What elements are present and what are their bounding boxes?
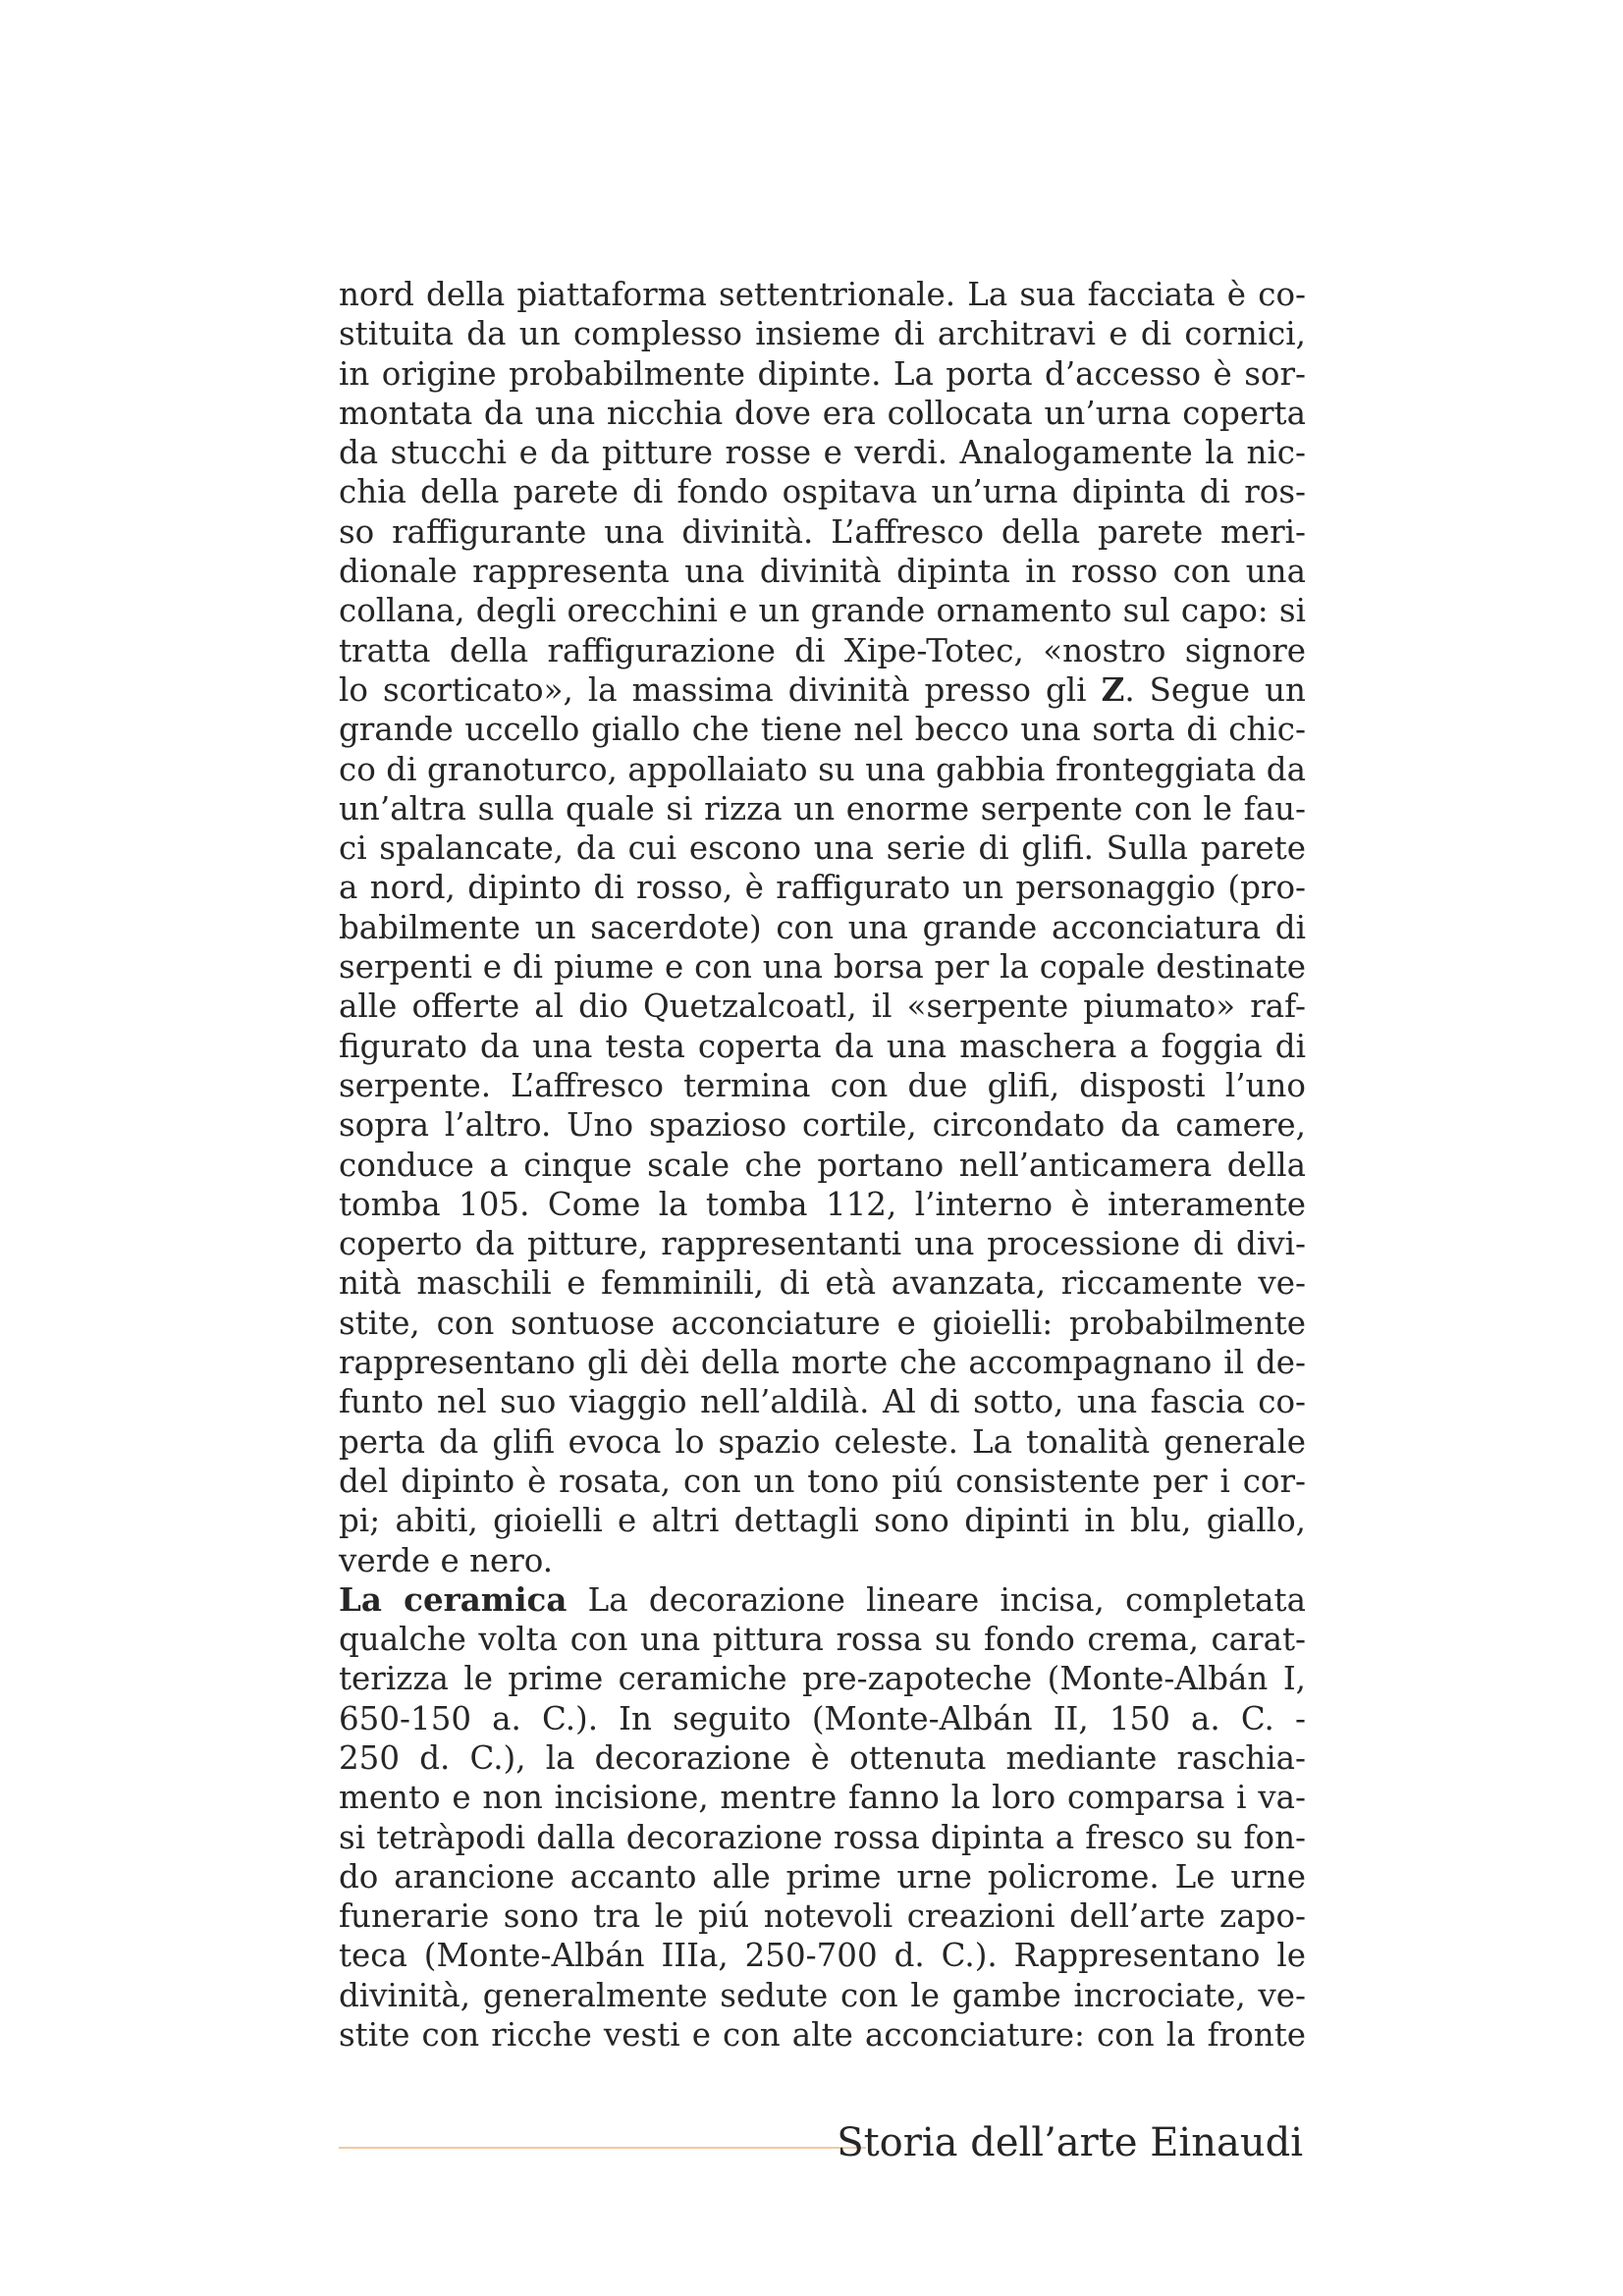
- text-segment: lo scorticato», la massima divinità presso gli: [339, 670, 1102, 709]
- text-line: nità maschili e femminili, di età avanzata, riccamente ve-: [339, 1264, 1306, 1303]
- text-line: so raffigurante una divinità. L’affresco della parete meri-: [339, 512, 1306, 551]
- text-line: dionale rappresenta una divinità dipinta in rosso con una: [339, 553, 1306, 591]
- text-line: tomba 105. Come la tomba 112, l’interno è interamente: [339, 1185, 1306, 1223]
- text-line: del dipinto è rosata, con un tono piú consistente per i cor-: [339, 1462, 1306, 1500]
- text-line: qualche volta con una pittura rossa su fondo crema, carat-: [339, 1621, 1306, 1659]
- text-line: do arancione accanto alle prime urne policrome. Le urne: [339, 1857, 1306, 1896]
- text-line: stite con ricche vesti e con alte acconciature: con la fronte: [339, 2016, 1306, 2055]
- text-line: 650-150 a. C.). In seguito (Monte-Albán II, 150 a. C. -: [339, 1699, 1306, 1737]
- text-line: da stucchi e da pitture rosse e verdi. Analogamente la nic-: [339, 434, 1306, 472]
- footer-title: Storia dell’arte Einaudi: [837, 2120, 1303, 2165]
- text-line: babilmente un sacerdote) con una grande acconciatura di: [339, 908, 1306, 946]
- text-line: stituita da un complesso insieme di architravi e di cornici,: [339, 315, 1306, 353]
- text-line: pi; abiti, gioielli e altri dettagli sono dipinti in blu, giallo,: [339, 1502, 1306, 1540]
- section-first-line: [339, 1580, 1306, 1620]
- text-line: funto nel suo viaggio nell’aldilà. Al di sotto, una fascia co-: [339, 1383, 1306, 1421]
- text-line: ci spalancate, da cui escono una serie di glifi. Sulla parete: [339, 829, 1306, 868]
- text-line: sopra l’altro. Uno spazioso cortile, circondato da camere,: [339, 1106, 1306, 1145]
- text-line: coperto da pitture, rappresentanti una processione di divi-: [339, 1225, 1306, 1263]
- text-line: mento e non incisione, mentre fanno la loro comparsa i va-: [339, 1779, 1306, 1817]
- text-line: rappresentano gli dèi della morte che accompagnano il de-: [339, 1344, 1306, 1382]
- text-line: si tetràpodi dalla decorazione rossa dipinta a fresco su fon-: [339, 1818, 1306, 1856]
- text-line: montata da una nicchia dove era collocata un’urna coperta: [339, 394, 1306, 432]
- text-line: terizza le prime ceramiche pre-zapoteche (Monte-Albán I,: [339, 1660, 1306, 1698]
- text-line: 250 d. C.), la decorazione è ottenuta mediante raschia-: [339, 1738, 1306, 1777]
- text-line: a nord, dipinto di rosso, è raffigurato un personaggio (pro-: [339, 869, 1306, 907]
- text-line: verde e nero.: [339, 1541, 554, 1579]
- text-line: serpente. L’affresco termina con due glifi, disposti l’uno: [339, 1066, 1306, 1104]
- text-segment: La decorazione lineare incisa, completata: [567, 1580, 1306, 1619]
- text-line: nord della piattaforma settentrionale. La sua facciata è co-: [339, 276, 1306, 313]
- text-line: stite, con sontuose acconciature e gioielli: probabilmente: [339, 1304, 1306, 1342]
- footer-rule: [339, 2147, 866, 2149]
- text-segment: . Segue un: [1124, 670, 1306, 709]
- text-line: grande uccello giallo che tiene nel becco una sorta di chic-: [339, 711, 1306, 749]
- text-line: conduce a cinque scale che portano nell’anticamera della: [339, 1146, 1306, 1184]
- text-line: tratta della raffigurazione di Xipe-Totec, «nostro signore: [339, 631, 1306, 669]
- abbreviation-bold: Z: [1101, 669, 1125, 709]
- text-line: figurato da una testa coperta da una maschera a foggia di: [339, 1027, 1306, 1065]
- text-line: collana, degli orecchini e un grande ornamento sul capo: si: [339, 592, 1306, 630]
- body-text: [339, 275, 1306, 2055]
- text-line: chia della parete di fondo ospitava un’urna dipinta di ros-: [339, 473, 1306, 511]
- text-line: un’altra sulla quale si rizza un enorme serpente con le fau-: [339, 789, 1306, 828]
- text-line: perta da glifi evoca lo spazio celeste. La tonalità generale: [339, 1422, 1306, 1461]
- text-line: in origine probabilmente dipinte. La porta d’accesso è sor-: [339, 354, 1306, 393]
- text-line: divinità, generalmente sedute con le gambe incrociate, ve-: [339, 1976, 1306, 2014]
- text-line: alle offerte al dio Quetzalcoatl, il «serpente piumato» raf-: [339, 988, 1306, 1026]
- text-line: teca (Monte-Albán IIIa, 250-700 d. C.). Rappresentano le: [339, 1937, 1306, 1975]
- text-line: funerarie sono tra le piú notevoli creazioni dell’arte zapo-: [339, 1897, 1306, 1936]
- section-heading: La ceramica: [339, 1579, 568, 1619]
- text-line: serpenti e di piume e con una borsa per la copale destinate: [339, 948, 1306, 987]
- text-line: [339, 670, 1306, 710]
- text-line: co di granoturco, appollaiato su una gabbia fronteggiata da: [339, 750, 1306, 788]
